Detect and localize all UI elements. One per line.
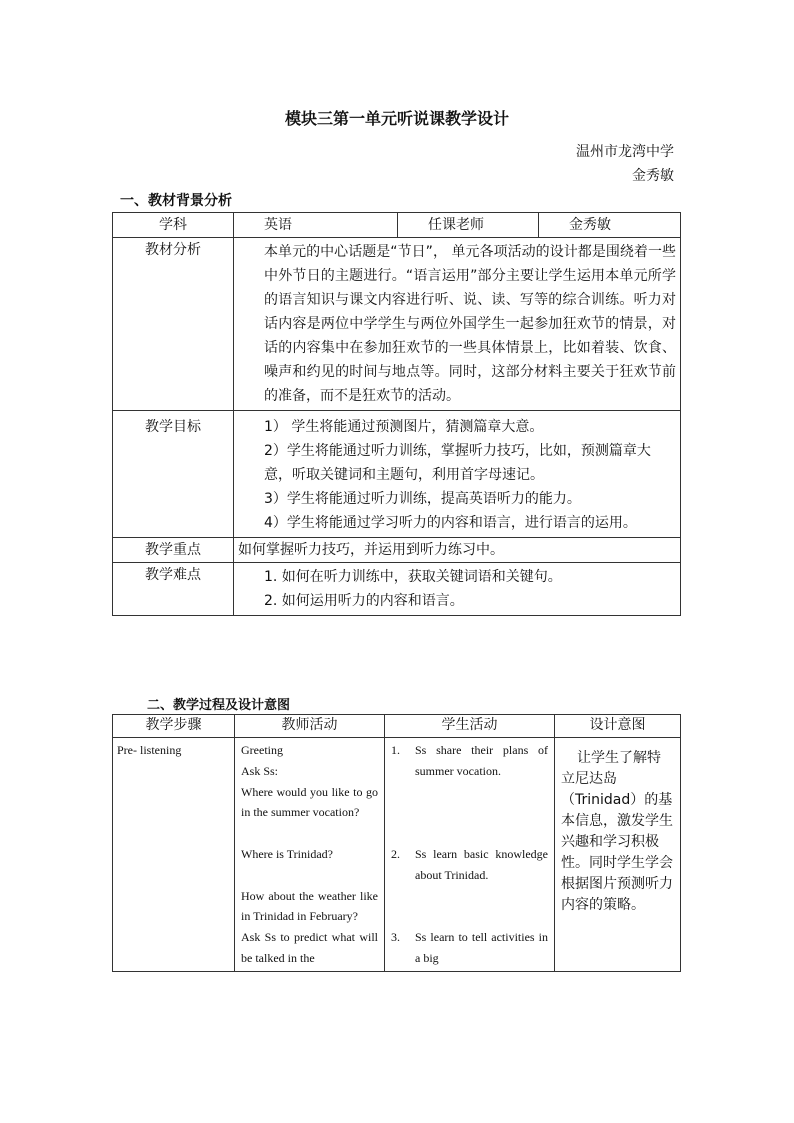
teacher-line: Ask Ss to predict what will be talked in the	[241, 930, 378, 965]
teacher-label: 任课老师	[398, 213, 539, 238]
analysis-label: 教材分析	[113, 238, 234, 411]
table-row	[113, 213, 681, 238]
student-activity-cell	[385, 738, 555, 972]
difficulties-cell	[234, 563, 681, 616]
goal-item: 2）学生将能通过听力训练，掌握听力技巧，比如，预测篇章大意，听取关键词和主题句，利用首字母速记。	[264, 443, 651, 483]
design-intent-text: 让学生了解特立尼达岛（Trinidad）的基本信息，激发学生兴趣和学习积极性。同时学生学会根据图片预测听力内容的策略。	[561, 750, 673, 913]
teacher-line: How about the weather like in Trinidad in February?	[241, 888, 378, 924]
column-header: 教师活动	[235, 715, 385, 738]
student-item	[391, 844, 548, 886]
subject-label: 学科	[113, 213, 234, 238]
section1-heading: 一、教材背景分析	[120, 193, 232, 209]
student-item-number: 1.	[391, 743, 400, 757]
teacher-line: Where would you like to go in the summer vocation?	[241, 784, 378, 820]
table-row	[113, 238, 681, 411]
teacher-activity-cell	[235, 738, 385, 972]
student-item	[391, 740, 548, 782]
page-title: 模块三第一单元听说课教学设计	[284, 109, 509, 128]
teacher-value: 金秀敏	[539, 213, 681, 238]
table-row	[113, 411, 681, 538]
goals-cell	[234, 411, 681, 538]
author-name: 金秀敏	[632, 168, 674, 184]
column-header: 学生活动	[385, 715, 555, 738]
student-item-number: 3.	[391, 930, 400, 945]
step-cell: Pre- listening	[113, 738, 235, 972]
teacher-line: Greeting	[241, 743, 283, 757]
difficulty-item: 1. 如何在听力训练中，获取关键词语和关键句。	[264, 569, 562, 585]
table-row	[113, 563, 681, 616]
table-row	[113, 538, 681, 563]
student-item-text: Ss learn to tell activities in a big	[415, 930, 548, 965]
teaching-process-table	[112, 714, 681, 972]
school-name: 温州市龙湾中学	[576, 144, 674, 160]
difficulties-label: 教学难点	[113, 563, 234, 616]
teacher-line: Where is Trinidad?	[241, 846, 333, 861]
subject-value: 英语	[234, 213, 398, 238]
student-item	[391, 927, 548, 969]
column-header: 设计意图	[555, 715, 681, 738]
design-intent-cell	[555, 738, 681, 972]
student-item-number: 2.	[391, 846, 400, 861]
section2-heading: 二、教学过程及设计意图	[147, 698, 291, 713]
goal-item: 4）学生将能通过学习听力的内容和语言，进行语言的运用。	[264, 515, 637, 531]
key-points-text: 如何掌握听力技巧，并运用到听力练习中。	[234, 538, 681, 563]
teacher-line: Ask Ss:	[241, 763, 279, 778]
analysis-text: 本单元的中心话题是“节日”， 单元各项活动的设计都是围绕着一些中外节日的主题进行。“语言运用”部分主要让学生运用本单元所学的语言知识与课文内容进行听、说、读、写等的综合训练。听力对话内容是两位中学学生与两位外国学生一起参加狂欢节的情景，对话的内容集中在参加狂欢节的一些具体情景上，比如着装、饮食、噪声和约见的时间与地点等。同时，这部分材料主要关于狂欢节前的准备，而不是狂欢节的活动。	[234, 238, 681, 411]
student-item-text: Ss learn basic knowledge about Trinidad.	[415, 846, 548, 882]
difficulty-item: 2. 如何运用听力的内容和语言。	[264, 593, 464, 609]
goals-label: 教学目标	[113, 411, 234, 538]
student-item-text: Ss share their plans of summer vocation.	[415, 743, 548, 778]
column-header: 教学步骤	[113, 715, 235, 738]
table-row	[113, 738, 681, 972]
table-header-row	[113, 715, 681, 738]
goal-item: 3）学生将能通过听力训练，提高英语听力的能力。	[264, 491, 581, 507]
key-points-label: 教学重点	[113, 538, 234, 563]
background-analysis-table	[112, 212, 681, 616]
goal-item: 1） 学生将能通过预测图片，猜测篇章大意。	[264, 419, 544, 435]
